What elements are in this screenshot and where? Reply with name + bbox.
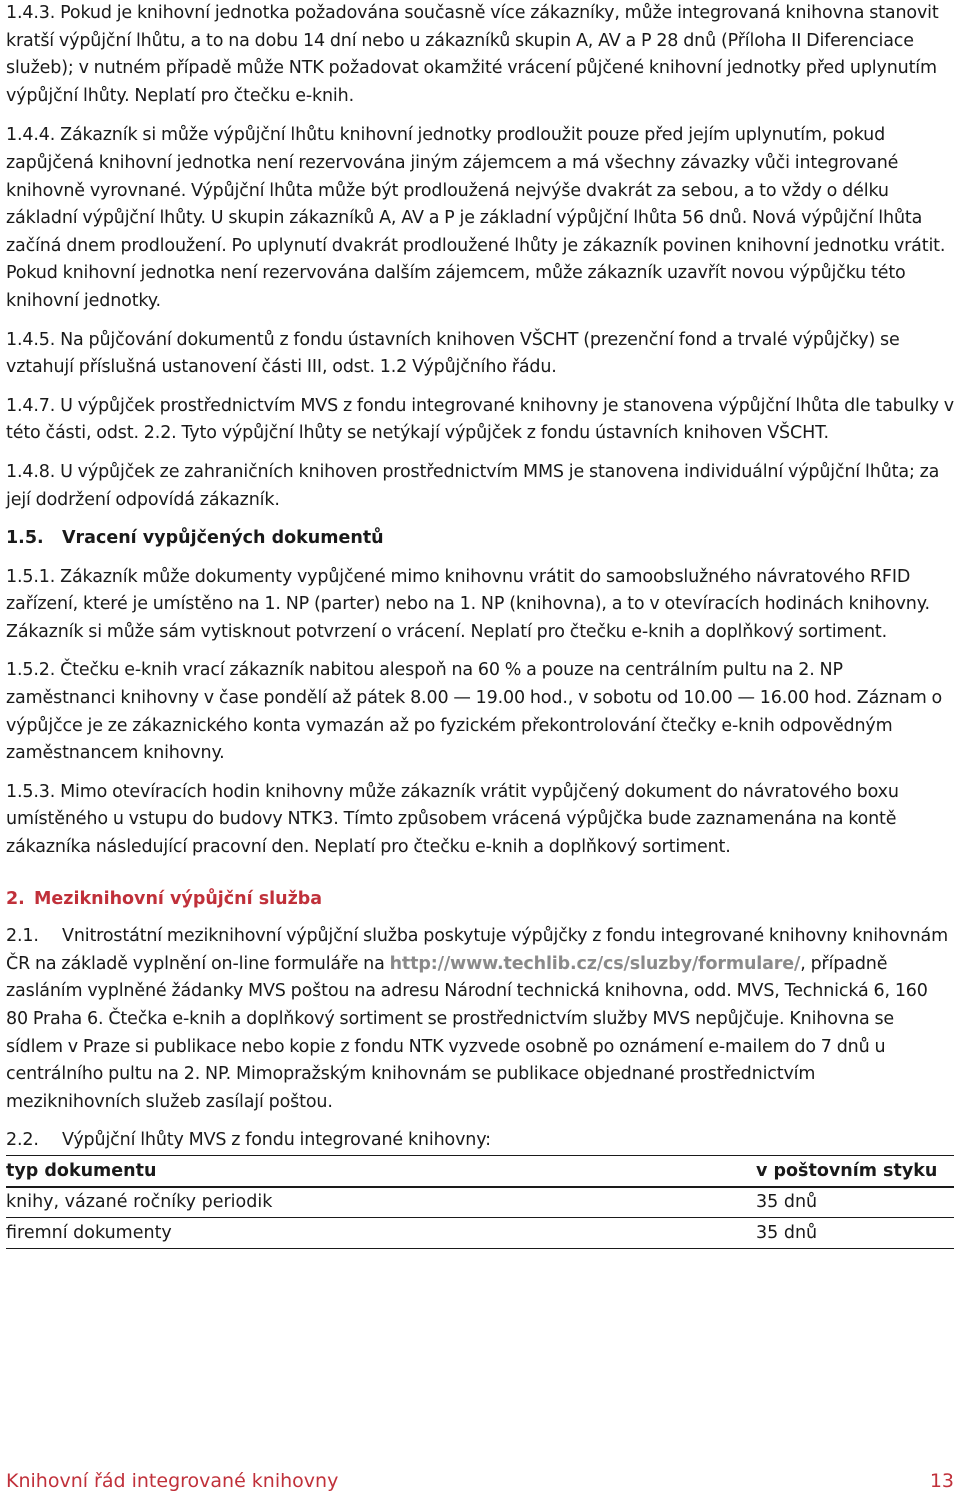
paragraph-1-4-5: 1.4.5. Na půjčování dokumentů z fondu ústavních knihoven VŠCHT (prezenční fond a trvalé výpůjčky) se vztahují příslušná ustanovení části III, odst. 1.2 Výpůjčního řádu. [6, 329, 900, 378]
paragraph-text-start: Vnitrostátní meziknihovní výpůjční služba poskytuje výpůjčky z fondu integrované knihovny knihovnám ČR na základě vyplnění on-line formuláře na [6, 926, 949, 974]
document-page [6, 0, 954, 1249]
page-number: 13 [929, 1470, 954, 1492]
paragraph-text: Výpůjční lhůty MVS z fondu integrované knihovny: [62, 1130, 491, 1151]
paragraph-1-4-8: 1.4.8. U výpůjček ze zahraničních knihoven prostřednictvím MMS je stanovena individuální výpůjční lhůta; za její dodržení odpovídá zákazník. [6, 461, 940, 510]
loan-period-table [6, 1155, 954, 1249]
paragraph-1-4-4: 1.4.4. Zákazník si může výpůjční lhůtu knihovní jednotky prodloužit pouze před jejím uplynutím, pokud zapůjčená knihovní jednotka není rezervována jiným zájemcem a má všechny závazky vůči integrované knihovně vyrovnané. Výpůjční lhůta může být prodloužená nejvýše dvakrát za sebou, a to vždy o délku základní výpůjční lhůty. U skupin zákazníků A, AV a P je základní výpůjční lhůta 56 dnů. Nová výpůjční lhůta začíná dnem prodloužení. Po uplynutí dvakrát prodloužené lhůty je zákazník povinen knihovní jednotku vrátit. Pokud knihovní jednotka není rezervována dalším zájemcem, může zákazník uzavřít novou výpůjčku této knihovní jednotky. [6, 125, 946, 311]
table-cell: firemní dokumenty [6, 1218, 756, 1249]
paragraph-2-2 [6, 1127, 954, 1155]
form-link[interactable]: http://www.techlib.cz/cs/sluzby/formulare/ [389, 953, 801, 974]
paragraph-1-5-1: 1.5.1. Zákazník může dokumenty vypůjčené mimo knihovnu vrátit do samoobslužného návratového RFID zařízení, které je umístěno na 1. NP (parter) nebo na 1. NP (knihovna), a to v otevíracích hodinách knihovny. Zákazník si může sám vytisknout potvrzení o vrácení. Neplatí pro čtečku e-knih a doplňkový sortiment. [6, 566, 930, 642]
paragraph-number: 2.2. [6, 1130, 39, 1151]
table-cell: 35 dnů [756, 1187, 954, 1218]
footer-title: Knihovní řád integrované knihovny [6, 1470, 339, 1492]
table-row [6, 1187, 954, 1218]
chapter-title: Meziknihovní výpůjční služba [34, 888, 323, 909]
table-row [6, 1218, 954, 1249]
table-cell: 35 dnů [756, 1218, 954, 1249]
chapter-number: 2. [6, 888, 25, 909]
paragraph-1-5-2: 1.5.2. Čtečku e-knih vrací zákazník nabitou alespoň na 60 % a pouze na centrálním pultu na 2. NP zaměstnanci knihovny v čase pondělí až pátek 8.00 — 19.00 hod., v sobotu od 10.00 — 16.00 hod. Záznam o výpůjčce je ze zákaznického konta vymazán až po fyzickém překontrolování čtečky e-knih odpovědným zaměstnancem knihovny. [6, 660, 943, 764]
paragraph-text-end: , případně zasláním vyplněné žádanky MVS poštou na adresu Národní technická knihovna, odd. MVS, Technická 6, 160 80 Praha 6. Čtečka e-knih a doplňkový sortiment se prostřednictvím služby MVS nepůjčuje. Knihovna se sídlem v Praze si publikace nebo kopie z fondu NTK vyzvede osobně po oznámení e-mailem do 7 dnů u centrálního pultu na 2. NP. Mimopražským knihovnám se publikace objednané prostřednictvím meziknihovních služeb zasílají poštou. [6, 953, 928, 1112]
table-cell: knihy, vázané ročníky periodik [6, 1187, 756, 1218]
paragraph-1-4-3: 1.4.3. Pokud je knihovní jednotka požadována současně více zákazníky, může integrovaná knihovna stanovit kratší výpůjční lhůtu, a to na dobu 14 dní nebo u zákazníků skupin A, AV a P 28 dnů (Příloha II Diferenciace služeb); v nutném případě může NTK požadovat okamžité vrácení půjčené knihovní jednotky před uplynutím výpůjční lhůty. Neplatí pro čtečku e-knih. [6, 3, 939, 106]
paragraph-2-1 [6, 923, 954, 1116]
table-header-cell: typ dokumentu [6, 1155, 756, 1186]
section-title: Vracení vypůjčených dokumentů [62, 528, 384, 549]
table-header-row [6, 1155, 954, 1186]
paragraph-1-5-3: 1.5.3. Mimo otevíracích hodin knihovny může zákazník vrátit vypůjčený dokument do návratového boxu umístěného u vstupu do budovy NTK3. Tímto způsobem vrácená výpůjčka bude zaznamenána na kontě zákazníka následující pracovní den. Neplatí pro čtečku e-knih a doplňkový sortiment. [6, 781, 899, 858]
paragraph-1-4-7: 1.4.7. U výpůjček prostřednictvím MVS z fondu integrované knihovny je stanovena výpůjční lhůta dle tabulky v této části, odst. 2.2. Tyto výpůjční lhůty se netýkají výpůjček z fondu ústavních knihoven VŠCHT. [6, 395, 954, 444]
section-heading-1-5 [6, 525, 954, 553]
chapter-heading-2 [6, 886, 954, 914]
paragraph-number: 2.1. [6, 926, 39, 947]
page-footer [6, 1470, 954, 1492]
table-header-cell: v poštovním styku [756, 1155, 954, 1186]
section-number: 1.5. [6, 528, 44, 549]
